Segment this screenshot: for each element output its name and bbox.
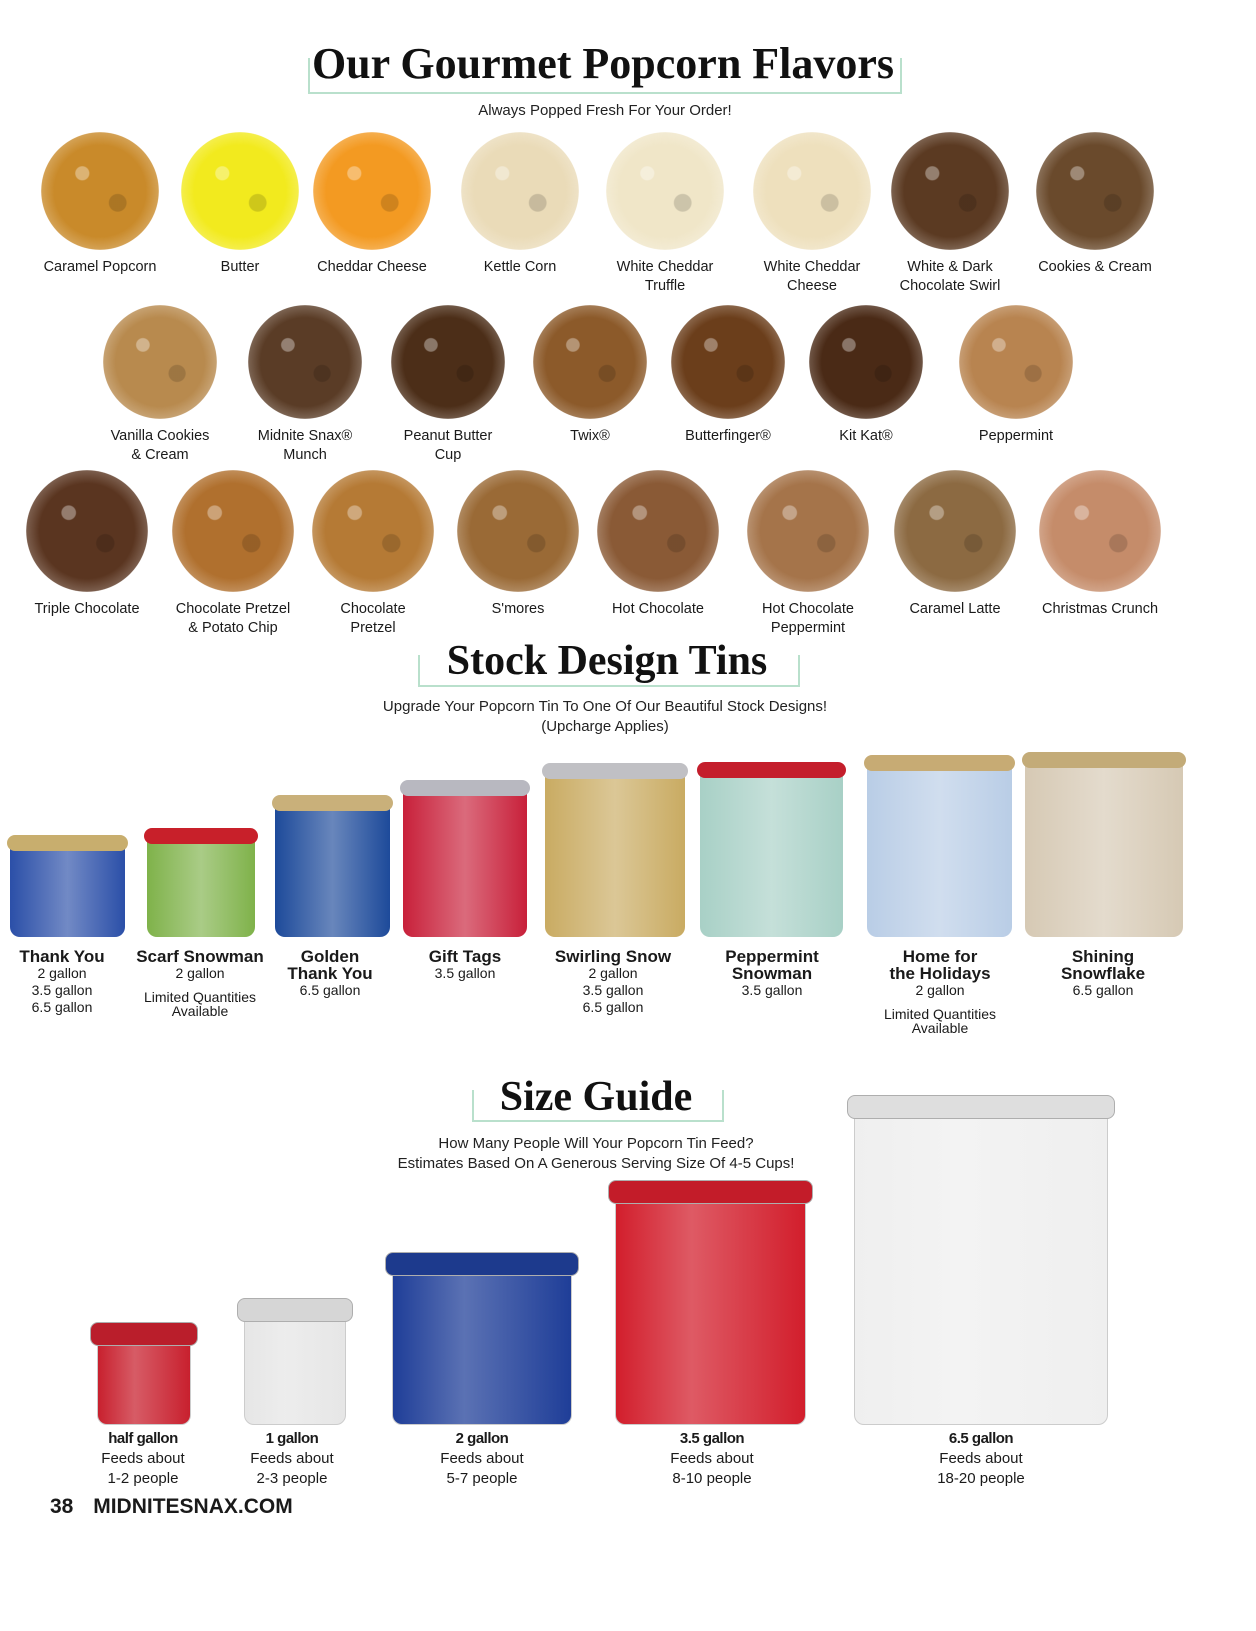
tin-body [867,765,1012,937]
flavor-item [90,305,230,465]
tin-size: 6.5 gallon [31,999,93,1015]
tin-lid [1022,752,1186,768]
popcorn-image [1036,132,1154,250]
flavor-name: Kit Kat® [839,428,893,444]
size-tin-image [850,1095,1112,1425]
size-tin-image [240,1298,350,1425]
tin-size: 3.5 gallon [741,982,803,998]
flavor-name: Cookies & Cream [1038,259,1152,275]
popcorn-image [809,305,923,419]
tin-name: Swirling Snow [554,947,672,966]
popcorn-image [181,132,299,250]
flavor-item [163,470,303,638]
flavor-item [302,132,442,277]
tin-name: Thank You [19,947,105,966]
popcorn-image [894,470,1016,592]
flavor-item [520,305,660,446]
tins-subtitle: Upgrade Your Popcorn Tin To One Of Our Beautiful Stock Designs! [382,698,828,715]
popcorn-image [533,305,647,419]
flavor-name: White & Dark Chocolate Swirl [899,259,1001,294]
tin-size: 6.5 gallon [582,999,644,1015]
size-guide-subtitle: How Many People Will Your Popcorn Tin Feed? [438,1135,754,1152]
tin-body [403,790,527,937]
size-name: half gallon [108,1430,178,1447]
popcorn-image [312,470,434,592]
popcorn-image [597,470,719,592]
flavor-item [170,132,310,277]
tin-label [255,948,405,999]
flavors-subtitle: Always Popped Fresh For Your Order! [478,102,732,119]
flavor-item [880,132,1020,296]
tins-title: Stock Design Tins [446,638,768,684]
tin-name: Home for the Holidays [889,947,991,983]
people-count: 1-2 people [107,1470,179,1487]
tin-lid [542,763,688,779]
flavor-item [796,305,936,446]
tin-label [125,948,275,1018]
flavor-item [448,470,588,619]
tin-lid [272,795,393,811]
stock-tin-image [10,835,125,937]
tin-body [854,1109,1108,1425]
flavor-item [1025,132,1165,277]
flavor-name: Midnite Snax® Munch [257,428,353,463]
tin-lid [144,828,258,844]
popcorn-image [41,132,159,250]
tin-body [615,1194,806,1425]
flavor-item [235,305,375,465]
page-number: 38 [50,1495,74,1518]
website-link[interactable]: MIDNITESNAX.COM [93,1495,293,1518]
tin-size: 6.5 gallon [1072,982,1134,998]
popcorn-image [248,305,362,419]
stock-tin-image [275,795,390,937]
flavor-name: Peanut Butter Cup [403,428,493,463]
flavor-item [30,132,170,277]
stock-tin-image [700,762,843,937]
people-count: 18-20 people [937,1470,1025,1487]
flavor-item [738,470,878,638]
popcorn-image [959,305,1073,419]
flavor-item [450,132,590,277]
popcorn-image [391,305,505,419]
tin-lid [697,762,846,778]
size-tin-image [611,1180,810,1425]
feeds-label: Feeds about [440,1450,524,1467]
flavors-title: Our Gourmet Popcorn Flavors [311,39,895,88]
flavor-item [378,305,518,465]
feeds-label: Feeds about [670,1450,754,1467]
flavor-name: Chocolate Pretzel [340,601,406,636]
popcorn-image [891,132,1009,250]
tin-size: 3.5 gallon [434,965,496,981]
flavor-name: Cheddar Cheese [317,259,427,275]
size-name: 2 gallon [455,1430,509,1447]
tin-size: 3.5 gallon [31,982,93,998]
tin-lid [864,755,1015,771]
popcorn-image [103,305,217,419]
feeds-label: Feeds about [939,1450,1023,1467]
feeds-label: Feeds about [101,1450,185,1467]
tin-label [1028,948,1178,999]
tin-label [538,948,688,1016]
tin-availability-note: Limited Quantities Available [143,989,257,1019]
size-name: 3.5 gallon [679,1430,745,1447]
people-count: 2-3 people [256,1470,328,1487]
tin-body [275,805,390,937]
tin-lid [90,1322,198,1346]
tin-lid [385,1252,579,1276]
tin-size: 2 gallon [175,965,225,981]
stock-tin-image [403,780,527,937]
tin-lid [237,1298,353,1322]
tin-body [1025,762,1183,937]
size-label [212,1429,372,1489]
tin-body [545,773,685,937]
tin-lid [7,835,128,851]
flavor-item [595,132,735,296]
tin-availability-note: Limited Quantities Available [883,1006,997,1036]
flavor-name: Christmas Crunch [1041,601,1159,617]
flavor-name: Butterfinger® [685,428,771,444]
size-tin-image [93,1322,195,1425]
tin-name: Shining Snowflake [1060,947,1146,983]
size-label [402,1429,562,1489]
tin-body [97,1336,191,1425]
tin-label [390,948,540,982]
flavor-name: White Cheddar Truffle [616,259,714,294]
popcorn-image [172,470,294,592]
popcorn-image [26,470,148,592]
tins-subtitle-note: (Upcharge Applies) [541,718,669,735]
size-guide-title: Size Guide [499,1074,693,1120]
size-name: 1 gallon [265,1430,319,1447]
tin-body [392,1266,572,1425]
flavor-name: Caramel Popcorn [43,259,157,275]
people-count: 8-10 people [672,1470,752,1487]
tin-size: 2 gallon [37,965,87,981]
tin-body [244,1312,346,1425]
flavor-item [946,305,1086,446]
stock-tin-image [545,763,685,937]
tin-name: Peppermint Snowman [725,947,819,983]
flavor-item [658,305,798,446]
flavor-name: Caramel Latte [909,601,1001,617]
feeds-label: Feeds about [250,1450,334,1467]
popcorn-image [313,132,431,250]
tin-body [10,845,125,937]
tin-lid [400,780,530,796]
tin-label [865,948,1015,1035]
stock-tin-image [867,755,1012,937]
tin-label [0,948,137,1016]
tin-size: 2 gallon [588,965,638,981]
tin-name: Golden Thank You [287,947,373,983]
flavor-item [588,470,728,619]
popcorn-image [753,132,871,250]
size-guide-subtitle-note: Estimates Based On A Generous Serving Size Of 4-5 Cups! [397,1155,795,1172]
stock-tin-image [147,828,255,937]
popcorn-image [461,132,579,250]
tin-size: 2 gallon [915,982,965,998]
tin-lid [608,1180,813,1204]
tin-lid [847,1095,1115,1119]
flavor-name: Butter [220,259,260,275]
flavor-item [885,470,1025,619]
flavor-item [1030,470,1170,619]
flavor-item [303,470,443,638]
flavor-item [17,470,157,619]
flavor-name: Triple Chocolate [34,601,140,617]
size-label [63,1429,223,1489]
flavor-name: Twix® [570,428,610,444]
flavor-name: Kettle Corn [483,259,557,275]
popcorn-image [671,305,785,419]
tin-name: Scarf Snowman [136,947,264,966]
flavor-name: Chocolate Pretzel & Potato Chip [175,601,291,636]
tin-size: 3.5 gallon [582,982,644,998]
tin-label [697,948,847,999]
flavor-name: Hot Chocolate Peppermint [762,601,854,636]
popcorn-image [606,132,724,250]
popcorn-image [457,470,579,592]
tin-body [700,772,843,937]
tin-name: Gift Tags [428,947,502,966]
stock-tin-image [1025,752,1183,937]
size-name: 6.5 gallon [948,1430,1014,1447]
flavor-name: S'mores [491,601,545,617]
size-label [632,1429,792,1489]
popcorn-image [747,470,869,592]
flavor-name: Hot Chocolate [612,601,704,617]
size-tin-image [388,1252,576,1425]
flavor-name: Peppermint [978,428,1054,444]
footer [50,1495,293,1519]
people-count: 5-7 people [446,1470,518,1487]
tin-size: 6.5 gallon [299,982,361,998]
flavor-name: White Cheddar Cheese [763,259,861,294]
flavor-name: Vanilla Cookies & Cream [110,428,210,463]
tin-body [147,838,255,937]
popcorn-image [1039,470,1161,592]
size-label [901,1429,1061,1489]
flavor-item [742,132,882,296]
